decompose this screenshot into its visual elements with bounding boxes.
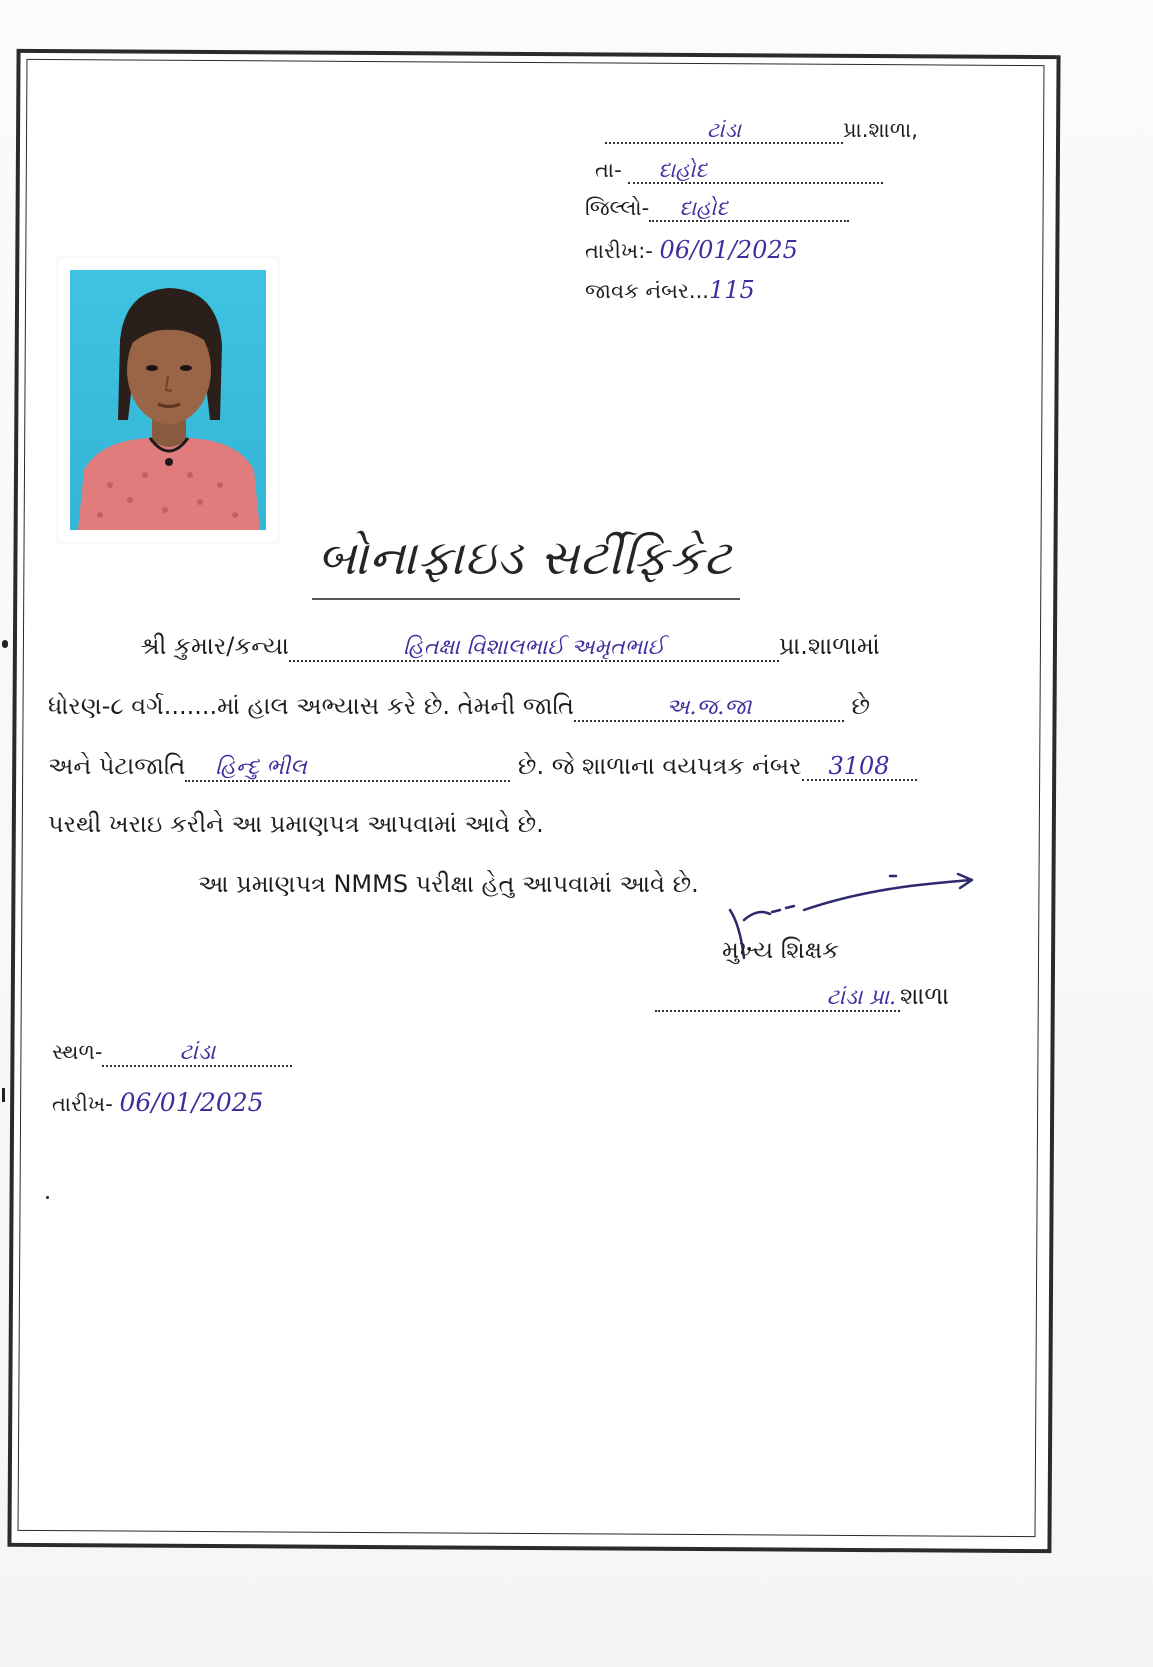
student-name: હિતક્ષા વિશાલભાઈ અમૃતભાઈ (403, 635, 665, 660)
body-line-1 (140, 632, 880, 662)
header-school-name: ટાંડા (706, 118, 742, 142)
footer-date-line (52, 1088, 264, 1117)
header-district-label: જિલ્લો- (585, 196, 650, 220)
register-number: 3108 (828, 752, 890, 780)
body-l2-prefix: ધોરણ-૮ વર્ગ.......માં હાલ અભ્યાસ કરે છે. તેમની જાતિ (48, 692, 574, 720)
body-l1-suffix: પ્રા.શાળામાં (778, 632, 880, 660)
header-date-value: 06/01/2025 (659, 236, 798, 264)
body-l4: પરથી ખરાઇ કરીને આ પ્રમાણપત્ર આપવામાં આવે છે. (48, 810, 544, 838)
body-line-4 (48, 810, 544, 838)
body-l5: આ પ્રમાણપત્ર NMMS પરીક્ષા હેતુ આપવામાં આવે છે. (198, 870, 699, 898)
portrait-illustration (70, 270, 266, 530)
signature-role-line (722, 936, 839, 964)
title-underline (312, 598, 740, 600)
header-taluka-line (595, 158, 883, 184)
signature-school-suffix: શાળા (900, 982, 949, 1010)
student-photo-image (70, 270, 266, 530)
signature-role: મુખ્ય શિક્ષક (722, 936, 840, 964)
body-line-5 (198, 870, 699, 898)
header-outward-value: 115 (708, 276, 755, 304)
header-date-line (585, 236, 798, 264)
footer-place-label: સ્થળ- (52, 1040, 103, 1064)
student-photo (58, 258, 278, 542)
edge-mark (2, 640, 8, 648)
header-school-line (605, 118, 918, 144)
header-outward-line (585, 276, 755, 304)
stray-dot (46, 1196, 49, 1199)
header-outward-label: જાવક નંબર... (585, 279, 709, 303)
header-date-label: તારીખ:- (585, 239, 653, 263)
caste-value: અ.જ.જા (666, 695, 752, 720)
header-taluka-label: તા- (595, 158, 622, 182)
signature-school-line (655, 982, 949, 1012)
body-line-3 (48, 752, 917, 782)
edge-mark (2, 1088, 5, 1102)
header-school-suffix: પ્રા.શાળા, (843, 118, 918, 142)
signature-school-value: ટાંડા પ્રા. (826, 985, 896, 1010)
footer-place-value: ટાંડા (179, 1040, 216, 1065)
body-l3-middle: છે. જે શાળાના વયપત્રક નંબર (517, 752, 802, 780)
header-district-line (585, 196, 849, 222)
body-l3-prefix: અને પેટાજાતિ (48, 752, 186, 780)
subcaste-value: હિન્દુ ભીલ (215, 755, 307, 780)
body-l1-prefix: શ્રી કુમાર/કન્યા (140, 632, 289, 660)
footer-place-line (52, 1040, 292, 1067)
header-district-value: દાહોદ (679, 196, 729, 220)
body-l2-suffix: છે (851, 692, 871, 720)
header-taluka-value: દાહોદ (658, 158, 708, 182)
footer-date-value: 06/01/2025 (119, 1088, 264, 1117)
body-line-2 (48, 692, 870, 722)
footer-date-label: તારીખ- (52, 1092, 113, 1116)
certificate-title: બોનાફાઇડ સર્ટીફિકેટ (317, 530, 733, 586)
